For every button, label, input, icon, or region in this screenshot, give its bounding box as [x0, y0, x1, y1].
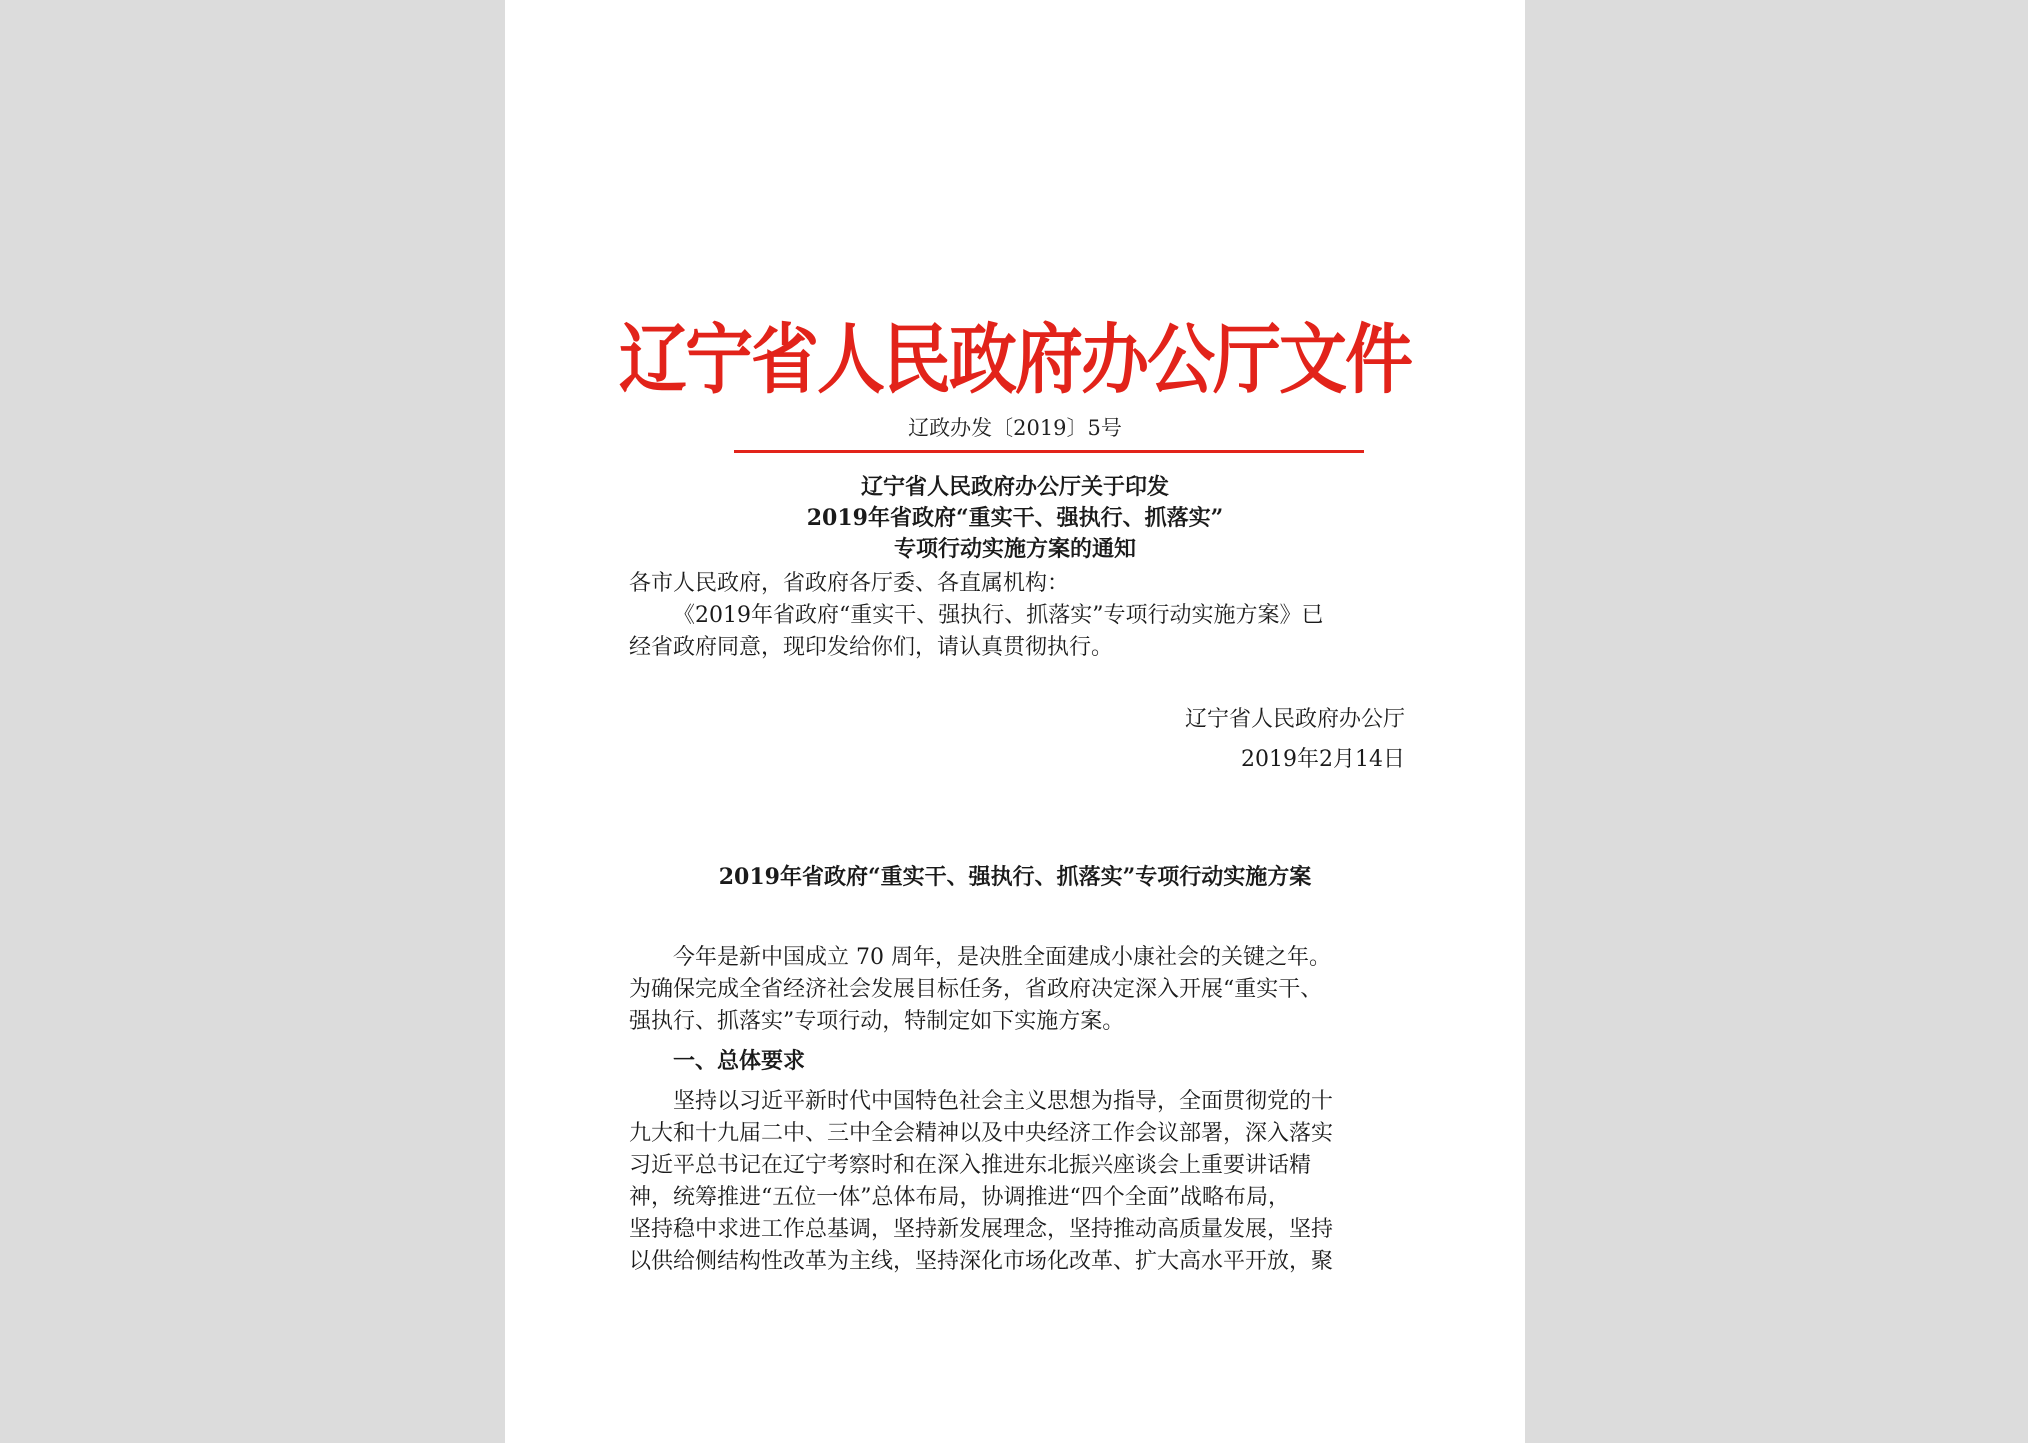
red-divider-line — [734, 450, 1364, 453]
section-1-line-4: 神，统筹推进“五位一体”总体布局，协调推进“四个全面”战略布局， — [629, 1185, 1290, 1210]
issuer-red-header: 辽宁省人民政府办公厅文件 — [618, 316, 1411, 406]
notice-addressee: 各市人民政府，省政府各厅委、各直属机构： — [629, 571, 1070, 596]
notice-signature-block — [629, 700, 1405, 780]
section-1-line-3: 习近平总书记在辽宁考察时和在深入推进东北振兴座谈会上重要讲话精 — [629, 1153, 1312, 1178]
plan-intro-line-3: 强执行、抓落实”专项行动，特制定如下实施方案。 — [629, 1009, 1125, 1034]
document-number: 辽政办发〔2019〕5号 — [908, 416, 1122, 440]
notice-title-line-1: 辽宁省人民政府办公厅关于印发 — [860, 474, 1169, 500]
notice-body-line-1: 《2019年省政府“重实干、强执行、抓落实”专项行动实施方案》已 — [673, 603, 1324, 628]
plan-intro-line-1: 今年是新中国成立 70 周年，是决胜全面建成小康社会的关键之年。 — [673, 945, 1331, 970]
notice-body — [629, 600, 1405, 664]
section-heading-general-requirements: 一、总体要求 — [673, 1048, 806, 1074]
section-1-line-6: 以供给侧结构性改革为主线，坚持深化市场化改革、扩大高水平开放，聚 — [629, 1249, 1334, 1274]
notice-title-line-2: 2019年省政府“重实干、强执行、抓落实” — [806, 505, 1224, 531]
section-1-body — [629, 1086, 1405, 1278]
section-1-line-5: 坚持稳中求进工作总基调，坚持新发展理念，坚持推动高质量发展，坚持 — [629, 1217, 1334, 1242]
section-1-line-1: 坚持以习近平新时代中国特色社会主义思想为指导，全面贯彻党的十 — [673, 1089, 1334, 1114]
notice-body-line-2: 经省政府同意，现印发给你们，请认真贯彻执行。 — [629, 635, 1114, 660]
issue-date: 2019年2月14日 — [1241, 747, 1405, 772]
plan-intro-line-2: 为确保完成全省经济社会发展目标任务，省政府决定深入开展“重实干、 — [629, 977, 1323, 1002]
issuer-signature: 辽宁省人民政府办公厅 — [1184, 707, 1405, 732]
section-1-line-2: 九大和十九届二中、三中全会精神以及中央经济工作会议部署，深入落实 — [629, 1121, 1334, 1146]
plan-intro — [629, 942, 1405, 1038]
plan-title: 2019年省政府“重实干、强执行、抓落实”专项行动实施方案 — [718, 864, 1312, 890]
notice-title — [505, 472, 1525, 565]
document-page — [505, 0, 1525, 1443]
notice-title-line-3: 专项行动实施方案的通知 — [893, 536, 1136, 562]
